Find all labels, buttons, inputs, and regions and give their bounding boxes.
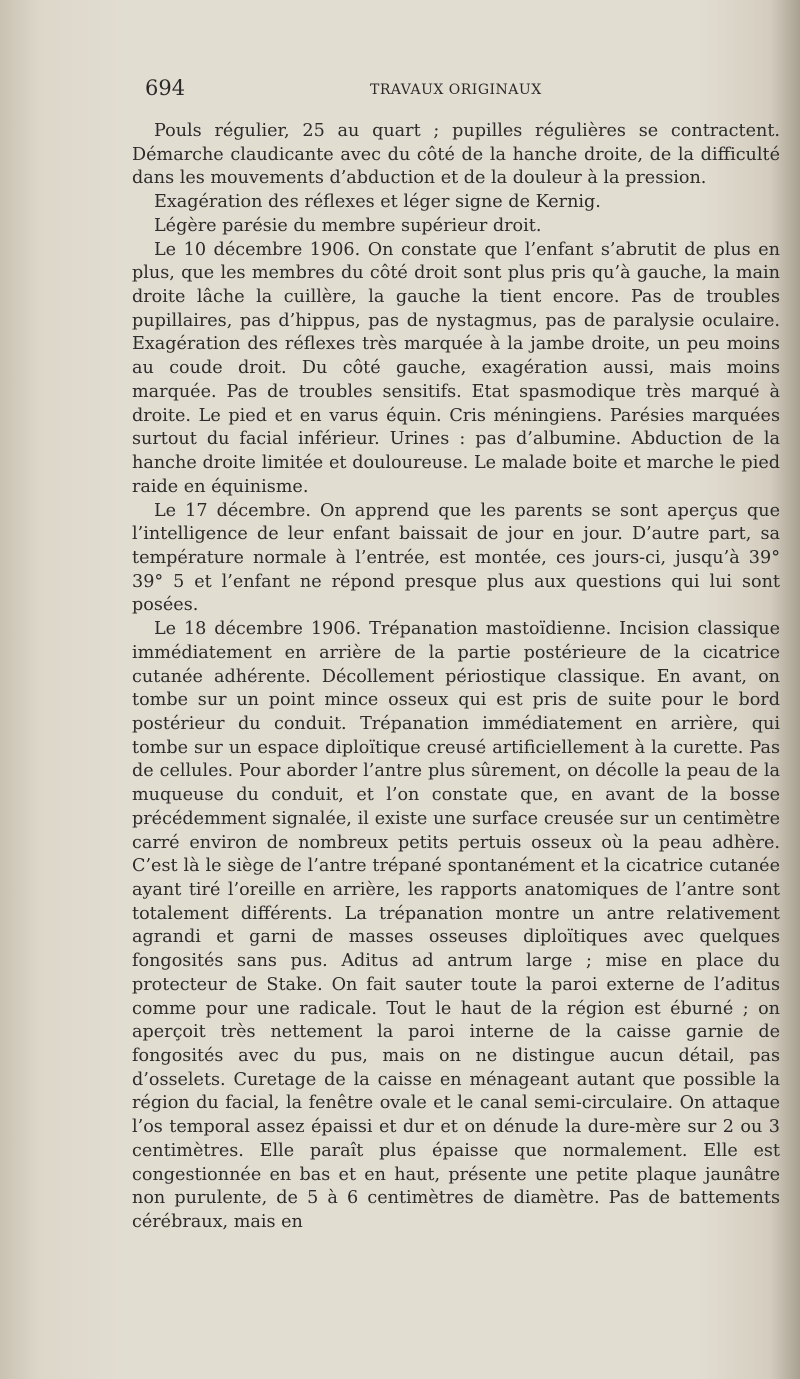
page-header [145, 76, 785, 106]
paragraph-exageration: Exagération des réflexes et léger signe de Kernig. [154, 192, 601, 213]
page-number: 694 [145, 76, 186, 100]
paragraph-pouls: Pouls régulier, 25 au quart ; pupilles régulières se contractent. Démarche claudicante avec du côté de la hanche droite, de la difficulté dans les mouvements d’abduction et de la douleur à la pression. [132, 121, 780, 189]
body-text [132, 120, 780, 1235]
paragraph-10-decembre: Le 10 décembre 1906. On constate que l’enfant s’abrutit de plus en plus, que les membres du côté droit sont plus pris qu’à gauche, la main droite lâche la cuillère, la gauche la tient encore. Pas de troubles pupillaires, pas d’hippus, pas de nystagmus, pas de paralysie oculaire. Exagération des réflexes très marquée à la jambe droite, un peu moins au coude droit. Du côté gauche, exagération aussi, mais moins marquée. Pas de troubles sensitifs. Etat spasmodique très marqué à droite. Le pied et en varus équin. Cris méningiens. Parésies marquées surtout du facial inférieur. Urines : pas d’albumine. Abduction de la hanche droite limitée et douloureuse. Le malade boite et marche le pied raide en équinisme. [132, 239, 780, 497]
paragraph-paresie: Légère parésie du membre supérieur droit. [154, 215, 542, 236]
paragraph-17-decembre: Le 17 décembre. On apprend que les parents se sont aperçus que l’intelligence de leur enfant baissait de jour en jour. D’autre part, sa température normale à l’entrée, est montée, ces jours-ci, jusqu’à 39° 39° 5 et l’enfant ne répond presque plus aux questions qui lui sont posées. [132, 500, 780, 616]
running-title: TRAVAUX ORIGINAUX [370, 82, 542, 98]
paragraph-18-decembre: Le 18 décembre 1906. Trépanation mastoïdienne. Incision classique immédiatement en arrière de la partie postérieure de la cicatrice cutanée adhérente. Décollement périostique classique. En avant, on tombe sur un point mince osseux qui est pris de suite pour le bord postérieur du conduit. Trépanation immédiatement en arrière, qui tombe sur un espace diploïtique creusé artificiellement à la curette. Pas de cellules. Pour aborder l’antre plus sûrement, on décolle la peau de la muqueuse du conduit, et l’on constate que, en avant de la bosse précédemment signalée, il existe une surface creusée sur un centimètre carré environ de nombreux petits pertuis osseux où la peau adhère. C’est là le siège de l’antre trépané spontanément et la cicatrice cutanée ayant tiré l’oreille en arrière, les rapports anatomiques de l’antre sont totalement différents. La trépanation montre un antre relativement agrandi et garni de masses osseuses diploïtiques avec quelques fongosités sans pus. Aditus ad antrum large ; mise en place du protecteur de Stake. On fait sauter toute la paroi externe de l’aditus comme pour une radicale. Tout le haut de la région est éburné ; on aperçoit très nettement la paroi interne de la caisse garnie de fongosités avec du pus, mais on ne distingue aucun détail, pas d’osselets. Curetage de la caisse en ménageant autant que possible la région du facial, la fenêtre ovale et le canal semi-circulaire. On attaque l’os temporal assez épaissi et dur et on dénude la dure-mère sur 2 ou 3 centimètres. Elle paraît plus épaisse que normalement. Elle est congestionnée en bas et en haut, présente une petite plaque jaunâtre non purulente, de 5 à 6 centimètres de diamètre. Pas de battements cérébraux, mais en [132, 619, 780, 1233]
